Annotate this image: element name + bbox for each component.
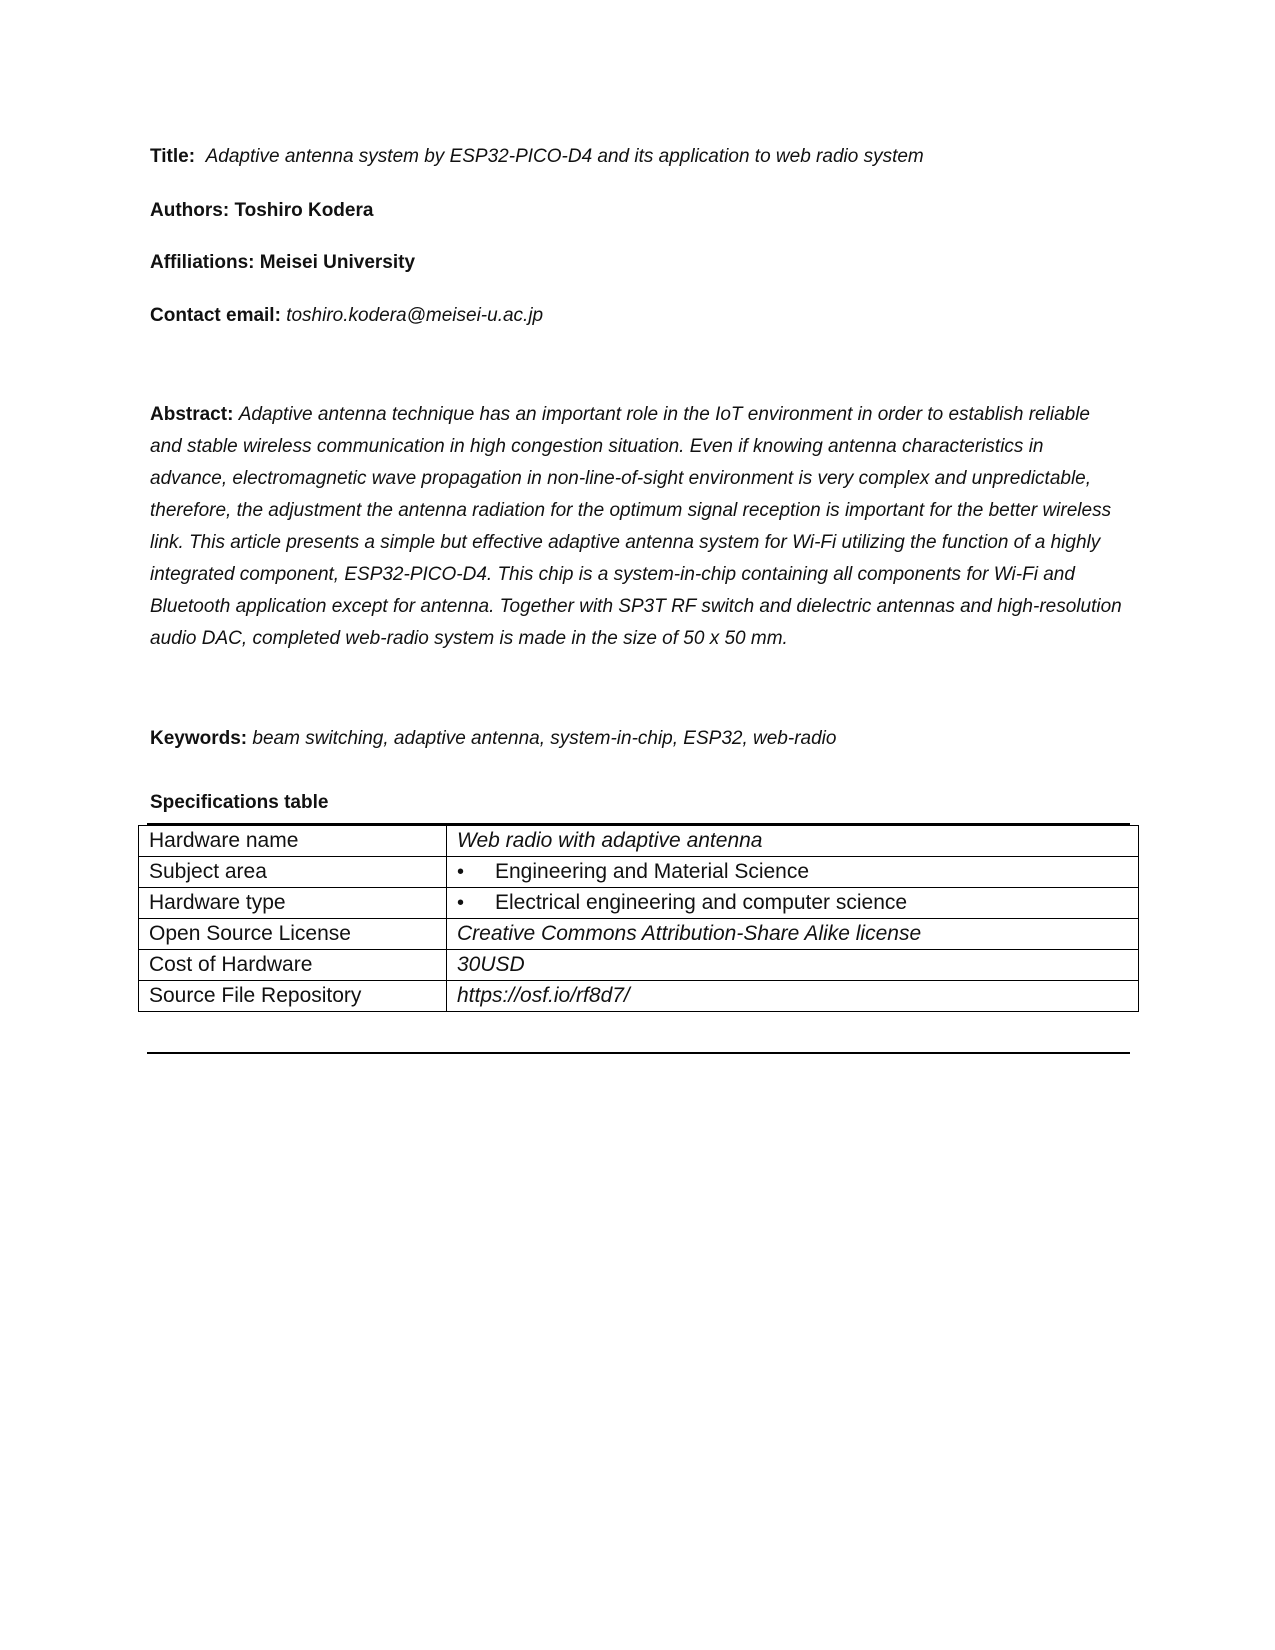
subject-area-value: Engineering and Material Science — [495, 860, 810, 883]
affiliations-value: Meisei University — [259, 252, 416, 273]
paper-title: Adaptive antenna system by ESP32-PICO-D4 and its application to web radio system — [205, 146, 924, 167]
specifications-table — [138, 825, 1139, 1012]
table-key-cell: Cost of Hardware — [139, 950, 447, 981]
bullet-icon: • — [457, 892, 465, 914]
authors-value: Toshiro Kodera — [234, 200, 374, 221]
contact-line — [150, 304, 543, 328]
affiliations-label: Affiliations: — [150, 252, 255, 273]
abstract-text: Adaptive antenna technique has an important role in the IoT environment in order to establish reliable and stable wireless communication in high congestion situation. Even if knowing antenna characteristics in advance, electromagnetic wave propagation in non-line-of-sight environment is very complex and unpredictable, therefore, the adjustment the antenna radiation for the optimum signal reception is important for the better wireless link. This article presents a simple but effective adaptive antenna system for Wi-Fi utilizing the function of a highly integrated component, ESP32-PICO-D4. This chip is a system-in-chip containing all components for Wi-Fi and Bluetooth application except for antenna. Together with SP3T RF switch and dielectric antennas and high-resolution audio DAC, completed web-radio system is made in the size of 50 x 50 mm. — [150, 404, 1122, 649]
bullet-icon: • — [457, 861, 465, 883]
table-key-cell: Hardware type — [139, 888, 447, 919]
table-key-cell: Open Source License — [139, 919, 447, 950]
abstract-label: Abstract: — [150, 404, 234, 425]
keywords-line — [150, 727, 836, 751]
abstract-paragraph — [150, 399, 1125, 655]
table-row — [139, 950, 1139, 981]
hardware-type-value: Electrical engineering and computer science — [495, 891, 908, 914]
keywords-label: Keywords: — [150, 728, 248, 749]
table-value-cell: Creative Commons Attribution-Share Alike license — [447, 919, 1139, 950]
affiliations-line — [150, 251, 415, 275]
table-key-cell: Subject area — [139, 857, 447, 888]
authors-label: Authors: — [150, 200, 230, 221]
contact-email[interactable]: toshiro.kodera@meisei-u.ac.jp — [286, 305, 544, 326]
title-line — [150, 145, 924, 169]
table-value-cell: 30USD — [447, 950, 1139, 981]
keywords-text: beam switching, adaptive antenna, system-in-chip, ESP32, web-radio — [252, 728, 837, 749]
table-row — [139, 857, 1139, 888]
contact-label: Contact email: — [150, 305, 281, 326]
table-key-cell: Source File Repository — [139, 981, 447, 1012]
table-value-cell — [447, 857, 1139, 888]
table-row — [139, 826, 1139, 857]
table-key-cell: Hardware name — [139, 826, 447, 857]
table-row — [139, 888, 1139, 919]
spec-table-heading: Specifications table — [150, 792, 329, 813]
bottom-rule-divider — [147, 1052, 1130, 1054]
table-row — [139, 919, 1139, 950]
table-value-cell — [447, 888, 1139, 919]
authors-line — [150, 199, 373, 223]
title-label: Title: — [150, 146, 196, 167]
table-row — [139, 981, 1139, 1012]
repository-link[interactable]: https://osf.io/rf8d7/ — [447, 981, 1139, 1012]
table-value-cell: Web radio with adaptive antenna — [447, 826, 1139, 857]
